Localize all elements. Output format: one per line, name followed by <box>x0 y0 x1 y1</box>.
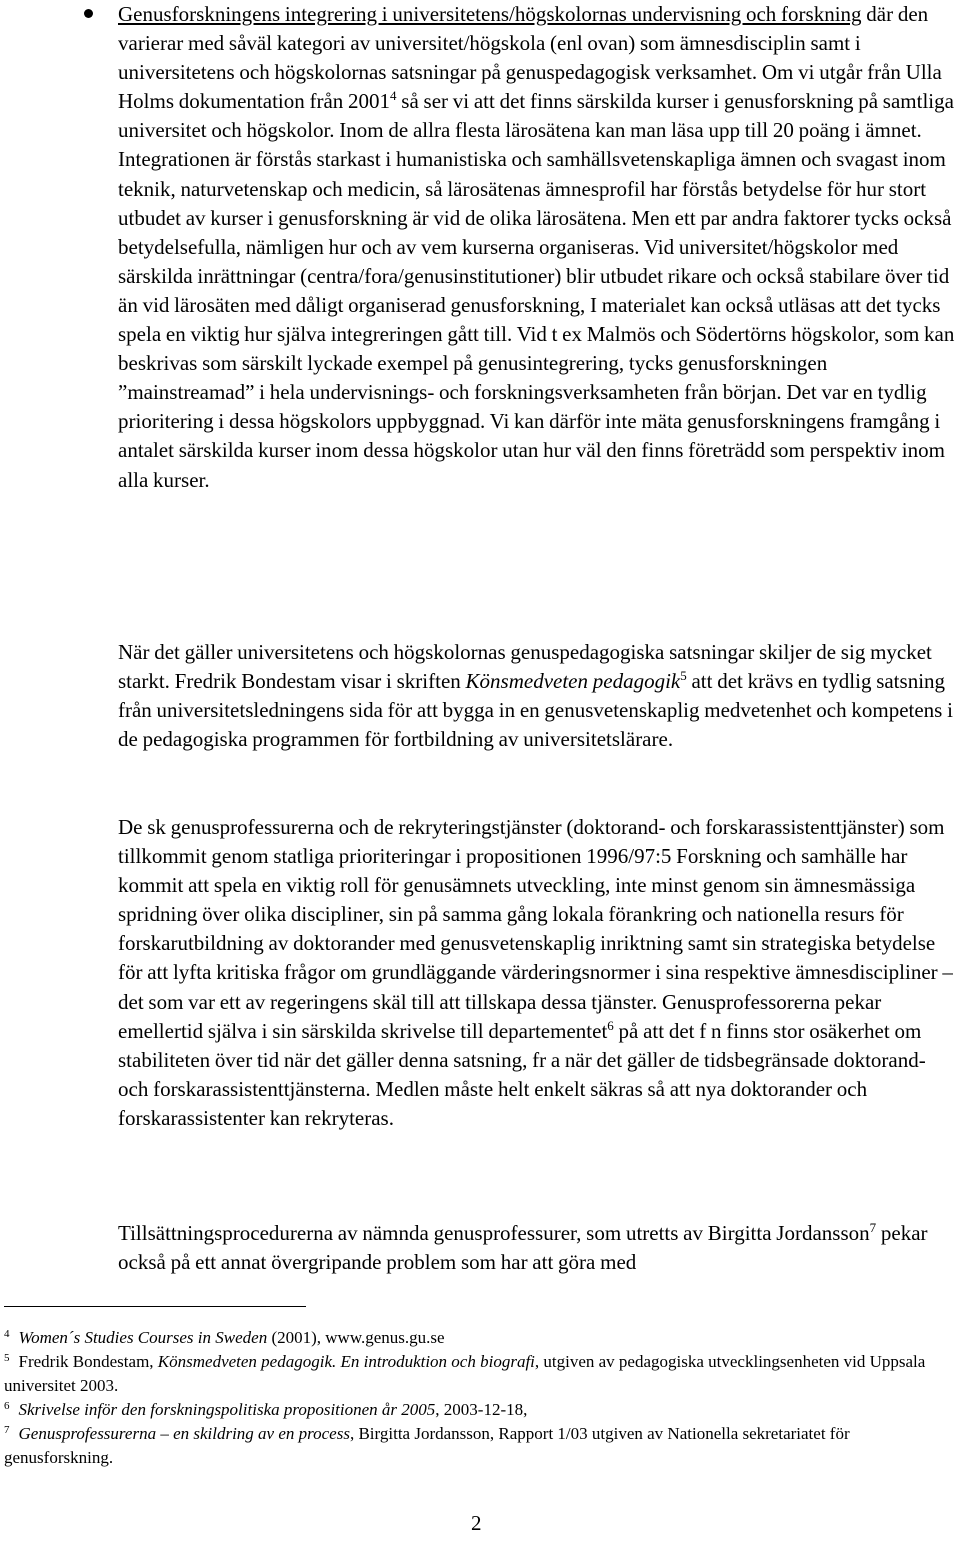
page-number: 2 <box>471 1511 482 1535</box>
footnote-reference[interactable]: 6 <box>607 1017 614 1033</box>
paragraph-text <box>118 1219 960 1277</box>
footnote-number: 5 <box>4 1352 10 1364</box>
footnote-number: 4 <box>4 1328 10 1340</box>
footnote-text: , 2003-12-18, <box>435 1400 528 1419</box>
footnote-5 <box>4 1350 954 1398</box>
bullet-paragraph <box>118 0 960 495</box>
paragraph <box>118 813 960 1133</box>
text-run: så ser vi att det finns särskilda kurser i genusforskning på samtliga universitet och högskolor. Inom de allra flesta lärosätena kan man läsa upp till 20 poäng i ämnet. Integrationen är förstås starkast i humanistiska och samhällsvetenskapliga ämnen och svagast inom teknik, naturvetenskap och medicin, så lärosätenas ämnesprofil har förstås betydelse för hur stort utbudet av kurser i genusforskning är vid de olika lärosätena. Men ett par andra faktorer tycks också betydelsefulla, nämligen hur och av vem kurserna organiseras. Vid universitet/högskolor med särskilda inrättningar (centra/fora/genusinstitutioner) blir utbudet rikare och också stabilare över tid än vid lärosäten med dåligt organiserad genusforskning, I materialet kan också utläsas att det tycks spela en viktig hur själva integreringen gått till. Vid t ex Malmös och Södertörns högskolor, som kan beskrivas som särskilt lyckade exempel på genusintegrering, tycks genusforskningen ”mainstreamad” i hela undervisnings- och forskningsverksamheten från början. Det var en tydlig prioritering i dessa högskolors uppbyggnad. Vi kan därför inte mäta genusforskningens framgång i antalet särskilda kurser inom dessa högskolor utan hur väl den finns företrädd som perspektiv inom alla kurser. <box>118 89 955 492</box>
text-run: på att det f n finns stor osäkerhet om stabiliteten över tid när det gäller denna satsning, fr a när det gäller de tidsbegränsade doktorand- och forskarassistenttjänsterna. Medlen måste helt enkelt säkras så att nya doktorander och forskarassistenter kan rekryteras. <box>118 1018 926 1130</box>
paragraph-text <box>118 638 960 754</box>
underlined-heading-phrase: Genusforskningens integrering i universitetens/högskolornas undervisning och forskning <box>118 2 862 26</box>
paragraph-text <box>118 813 960 1133</box>
text-run: pekar också på ett annat övergripande problem som har att göra med <box>118 1221 928 1275</box>
footnote-reference[interactable]: 4 <box>390 88 397 104</box>
footnote-4 <box>4 1326 954 1350</box>
footnote-6 <box>4 1398 954 1422</box>
footnote-title: Women´s Studies Courses in Sweden <box>18 1328 268 1347</box>
book-title: Könsmedveten pedagogik <box>465 669 681 694</box>
paragraph <box>118 638 960 754</box>
footnote-reference[interactable]: 7 <box>869 1220 877 1235</box>
footnote-text: , Birgitta Jordansson, Rapport 1/03 utgiven av Nationella sekretariatet för genusforskning. <box>4 1424 850 1467</box>
paragraph-text <box>118 0 960 495</box>
footnotes <box>4 1326 954 1470</box>
footnote-number: 7 <box>4 1424 10 1436</box>
text-run: De sk genusprofessurerna och de rekryteringstjänster (doktorand- och forskarassistenttjänster) som tillkommit genom statliga prioriteringar i propositionen 1996/97:5 Forskning och samhälle har kommit att spela en viktig roll för genusämnets utveckling, inte minst genom sin ämnesmässiga spridning över olika discipliner, sin på samma gång lokala förankring och nationella resurs för forskarutbildning av doktorander med genusvetenskaplig inriktning samt sin strategiska betydelse för att lyfta kritiska frågor om grundläggande värderingsnormer i sina respektive ämnesdiscipliner – det som var ett av regeringens skäl till att tillskapa dessa tjänster. Genusprofessorerna pekar emellertid själva i sin särskilda skrivelse till departementet <box>118 815 953 1043</box>
footnote-text: (2001), www.genus.gu.se <box>267 1328 445 1347</box>
text-run: där den varierar med såväl kategori av universitet/högskola (enl ovan) som ämnesdisciplin samt i universitetens och högskolornas satsningar på genuspedagogisk verksamhet. Om vi utgår från Ulla Holms dokumentation från 2001 <box>118 2 942 114</box>
footnote-7 <box>4 1422 954 1470</box>
footnote-title: Skrivelse inför den forskningspolitiska propositionen år 2005 <box>18 1400 436 1419</box>
text-run: När det gäller universitetens och högskolornas genuspedagogiska satsningar skiljer de sig mycket starkt. Fredrik Bondestam visar i skriften <box>118 640 932 694</box>
text-run: Tillsättningsprocedurerna av nämnda genusprofessurer, som utretts av Birgitta Jordansson <box>118 1221 870 1245</box>
text-run: att det krävs en tydlig satsning från universitetsledningens sida för att bygga in en genusvetenskaplig medvetenhet och kompetens i de pedagogiska programmen för fortbildning av universitetslärare. <box>118 669 953 752</box>
footnote-title: Könsmedveten pedagogik. En introduktion och biografi <box>157 1352 535 1371</box>
paragraph <box>118 1219 960 1277</box>
footnote-separator <box>4 1306 306 1307</box>
footnote-title: Genusprofessurerna – en skildring av en process <box>18 1424 350 1443</box>
footnote-text: , utgiven av pedagogiska utvecklingsenheten vid Uppsala universitet 2003. <box>4 1352 926 1395</box>
footnote-reference[interactable]: 5 <box>680 668 687 684</box>
bullet-point <box>84 9 93 18</box>
footnote-number: 6 <box>4 1400 10 1412</box>
footnote-author: Fredrik Bondestam, <box>18 1352 158 1371</box>
